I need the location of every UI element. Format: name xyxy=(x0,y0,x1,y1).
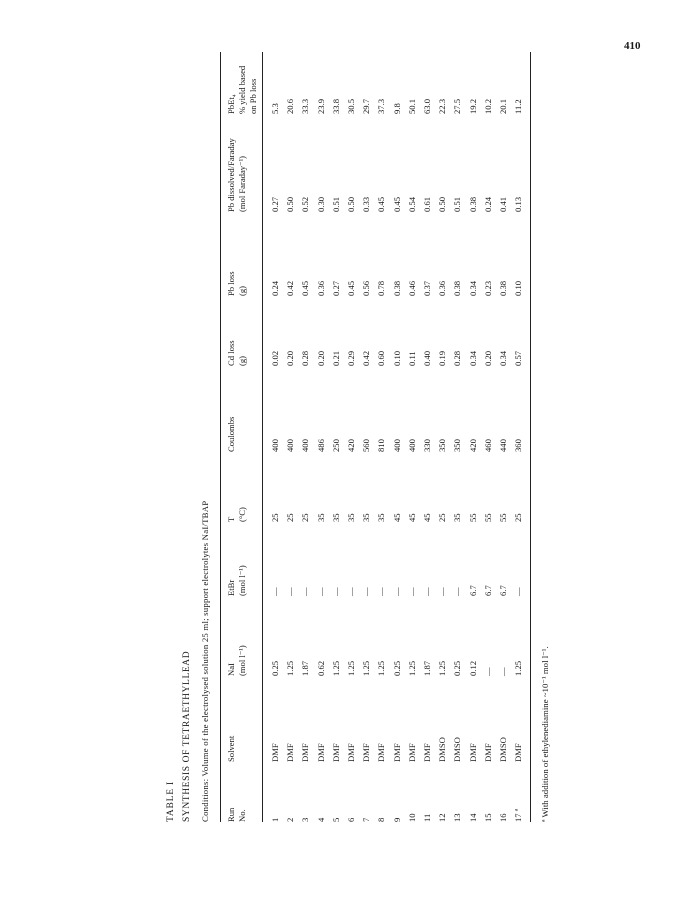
column-header-line: (g) xyxy=(237,355,247,366)
cell-solvent: DMF xyxy=(361,743,372,762)
cell-run: 1 xyxy=(270,817,280,822)
cell-pb-loss: 0.10 xyxy=(513,280,524,296)
rotated-table-block xyxy=(160,32,585,852)
table-label: TABLE I xyxy=(166,781,176,822)
cell-run: 14 xyxy=(467,813,478,822)
table-rule-bottom xyxy=(530,52,531,822)
cell-run: 4 xyxy=(315,817,326,822)
cell-t: 55 xyxy=(467,513,478,522)
cell-run: 13 xyxy=(452,813,463,822)
cell-solvent: DMF xyxy=(482,743,493,762)
table-row xyxy=(283,32,297,852)
cell-coulombs: 420 xyxy=(346,439,356,452)
cell-etbr: 6.7 xyxy=(467,585,478,596)
column-header-line: PbEt₄ xyxy=(226,94,236,114)
table-row xyxy=(420,32,434,852)
cell-t: 35 xyxy=(346,513,356,522)
cell-pbet4: 29.7 xyxy=(361,98,372,114)
cell-pb-loss: 0.42 xyxy=(285,280,296,296)
cell-pbet4: 9.8 xyxy=(391,103,402,114)
cell-nai: 1.87 xyxy=(422,660,432,676)
cell-nai: 0.25 xyxy=(391,660,402,676)
cell-pbet4: 33.8 xyxy=(330,98,341,114)
cell-solvent: DMSO xyxy=(437,737,448,762)
cell-nai: 1.25 xyxy=(346,660,356,676)
cell-run: 5 xyxy=(330,817,341,822)
cell-coulombs: 350 xyxy=(452,439,463,452)
cell-coulombs: 400 xyxy=(270,439,280,452)
cell-etbr: — xyxy=(315,587,326,596)
cell-etbr: — xyxy=(361,587,372,596)
cell-etbr: — xyxy=(285,587,296,596)
column-header-coulombs xyxy=(226,417,248,452)
cell-cd-loss: 0.34 xyxy=(498,350,508,366)
cell-cd-loss: 0.21 xyxy=(330,350,341,366)
cell-t: 45 xyxy=(406,513,417,522)
cell-pbet4: 22.3 xyxy=(437,98,448,114)
cell-t: 35 xyxy=(330,513,341,522)
cell-etbr: — xyxy=(406,587,417,596)
cell-etbr: 6.7 xyxy=(482,585,493,596)
cell-pb-loss: 0.38 xyxy=(498,280,508,296)
cell-cd-loss: 0.10 xyxy=(391,350,402,366)
table-row xyxy=(314,32,328,852)
cell-nai: 1.25 xyxy=(330,660,341,676)
cell-t: 55 xyxy=(482,513,493,522)
cell-pb-faraday: 0.27 xyxy=(270,196,280,212)
column-header-etbr xyxy=(226,565,248,596)
cell-pb-loss: 0.56 xyxy=(361,280,372,296)
table-row xyxy=(374,32,388,852)
table-title: SYNTHESIS OF TETRAETHYLLEAD xyxy=(182,650,192,822)
column-header-pb-loss xyxy=(226,271,248,296)
cell-pbet4: 20.6 xyxy=(285,98,296,114)
cell-solvent: DMF xyxy=(346,743,356,762)
column-header-line: NaI xyxy=(226,663,236,676)
column-header-line: Run xyxy=(226,807,236,822)
cell-coulombs: 460 xyxy=(482,439,493,452)
cell-run: 8 xyxy=(376,817,387,822)
table-row xyxy=(496,32,510,852)
cell-t: 25 xyxy=(437,513,448,522)
cell-pb-faraday: 0.45 xyxy=(376,196,387,212)
cell-etbr: 6.7 xyxy=(498,585,508,596)
cell-pbet4: 10.2 xyxy=(482,98,493,114)
cell-coulombs: 330 xyxy=(422,439,432,452)
cell-nai: 1.87 xyxy=(300,660,311,676)
cell-pb-loss: 0.37 xyxy=(422,280,432,296)
cell-cd-loss: 0.42 xyxy=(361,350,372,366)
column-header-t xyxy=(226,507,248,522)
column-header-line: T xyxy=(226,516,236,522)
cell-pb-faraday: 0.33 xyxy=(361,196,372,212)
cell-solvent: DMF xyxy=(376,743,387,762)
table-row xyxy=(329,32,343,852)
cell-pbet4: 37.3 xyxy=(376,98,387,114)
column-header-line: (mol l⁻¹) xyxy=(237,565,247,596)
cell-pb-loss: 0.36 xyxy=(315,280,326,296)
cell-nai: 1.25 xyxy=(376,660,387,676)
cell-solvent: DMF xyxy=(422,743,432,762)
cell-pb-faraday: 0.51 xyxy=(452,196,463,212)
cell-pb-faraday: 0.54 xyxy=(406,196,417,212)
cell-etbr: — xyxy=(422,587,432,596)
cell-cd-loss: 0.29 xyxy=(346,350,356,366)
cell-nai: 0.62 xyxy=(315,660,326,676)
column-header-run xyxy=(226,808,248,822)
cell-cd-loss: 0.19 xyxy=(437,350,448,366)
column-header-solvent xyxy=(226,736,248,762)
cell-cd-loss: 0.34 xyxy=(467,350,478,366)
column-header-line: Solvent xyxy=(226,735,236,762)
cell-nai: — xyxy=(482,667,493,676)
cell-nai: 1.25 xyxy=(406,660,417,676)
cell-t: 35 xyxy=(452,513,463,522)
table-conditions: Conditions: Volume of the electrolysed solution 25 ml; support electrolytes NaI/TBAP xyxy=(200,500,210,822)
table-row xyxy=(390,32,404,852)
cell-t: 35 xyxy=(376,513,387,522)
cell-cd-loss: 0.20 xyxy=(482,350,493,366)
column-header-line: (g) xyxy=(237,285,247,296)
column-header-line: No. xyxy=(237,809,247,822)
column-header-pbet4 xyxy=(226,66,259,114)
cell-nai: — xyxy=(498,667,508,676)
cell-pb-loss: 0.38 xyxy=(452,280,463,296)
cell-cd-loss: 0.28 xyxy=(300,350,311,366)
table-row xyxy=(405,32,419,852)
column-header-nai xyxy=(226,645,248,676)
cell-etbr: — xyxy=(513,587,524,596)
cell-run: 6 xyxy=(346,817,356,822)
cell-coulombs: 250 xyxy=(330,439,341,452)
cell-run: 17 ª xyxy=(513,808,524,822)
cell-pb-faraday: 0.61 xyxy=(422,196,432,212)
cell-coulombs: 420 xyxy=(467,439,478,452)
column-header-line xyxy=(237,736,248,762)
cell-cd-loss: 0.28 xyxy=(452,350,463,366)
table-row xyxy=(268,32,282,852)
cell-pb-loss: 0.78 xyxy=(376,280,387,296)
cell-etbr: — xyxy=(376,587,387,596)
cell-coulombs: 400 xyxy=(300,439,311,452)
cell-pbet4: 20.1 xyxy=(498,98,508,114)
table-row xyxy=(481,32,495,852)
cell-coulombs: 486 xyxy=(315,439,326,452)
column-header-line: EtBr xyxy=(226,579,236,596)
cell-pbet4: 30.5 xyxy=(346,98,356,114)
cell-solvent: DMF xyxy=(330,743,341,762)
cell-solvent: DMF xyxy=(315,743,326,762)
cell-t: 25 xyxy=(285,513,296,522)
cell-run: 3 xyxy=(300,817,311,822)
cell-etbr: — xyxy=(300,587,311,596)
cell-run: 12 xyxy=(437,813,448,822)
cell-etbr: — xyxy=(452,587,463,596)
cell-run: 10 xyxy=(406,813,417,822)
cell-pb-loss: 0.45 xyxy=(346,280,356,296)
cell-etbr: — xyxy=(270,587,280,596)
cell-etbr: — xyxy=(346,587,356,596)
cell-pb-faraday: 0.45 xyxy=(391,196,402,212)
cell-t: 25 xyxy=(300,513,311,522)
cell-solvent: DMF xyxy=(285,743,296,762)
cell-nai: 0.25 xyxy=(452,660,463,676)
cell-cd-loss: 0.02 xyxy=(270,350,280,366)
column-header-line: Coulombs xyxy=(226,416,236,452)
cell-pb-loss: 0.24 xyxy=(270,280,280,296)
cell-coulombs: 350 xyxy=(437,439,448,452)
cell-pb-loss: 0.27 xyxy=(330,280,341,296)
cell-nai: 1.25 xyxy=(513,660,524,676)
cell-pb-faraday: 0.41 xyxy=(498,196,508,212)
cell-t: 45 xyxy=(391,513,402,522)
table-row xyxy=(298,32,312,852)
table-row xyxy=(466,32,480,852)
cell-pb-loss: 0.36 xyxy=(437,280,448,296)
cell-pb-faraday: 0.50 xyxy=(285,196,296,212)
column-header-line: % yield based xyxy=(237,65,247,114)
column-header-cd-loss xyxy=(226,340,248,366)
cell-coulombs: 810 xyxy=(376,439,387,452)
cell-pb-faraday: 0.50 xyxy=(437,196,448,212)
cell-coulombs: 400 xyxy=(406,439,417,452)
cell-t: 35 xyxy=(361,513,372,522)
cell-coulombs: 560 xyxy=(361,439,372,452)
cell-pbet4: 50.1 xyxy=(406,98,417,114)
cell-run: 11 xyxy=(422,813,432,822)
cell-pb-loss: 0.34 xyxy=(467,280,478,296)
cell-nai: 0.12 xyxy=(467,660,478,676)
cell-etbr: — xyxy=(391,587,402,596)
cell-run: 15 xyxy=(482,813,493,822)
cell-pbet4: 5.3 xyxy=(270,103,280,114)
cell-coulombs: 400 xyxy=(285,439,296,452)
cell-nai: 1.25 xyxy=(361,660,372,676)
cell-nai: 1.25 xyxy=(285,660,296,676)
cell-pb-faraday: 0.38 xyxy=(467,196,478,212)
cell-solvent: DMF xyxy=(300,743,311,762)
cell-pb-faraday: 0.24 xyxy=(482,196,493,212)
column-header-line: Cd loss xyxy=(226,340,236,366)
cell-cd-loss: 0.11 xyxy=(406,351,417,366)
cell-t: 35 xyxy=(315,513,326,522)
cell-pbet4: 27.5 xyxy=(452,98,463,114)
cell-cd-loss: 0.40 xyxy=(422,350,432,366)
cell-coulombs: 360 xyxy=(513,439,524,452)
page-number: 410 xyxy=(624,40,641,52)
cell-coulombs: 440 xyxy=(498,439,508,452)
cell-pbet4: 23.9 xyxy=(315,98,326,114)
column-header-pb-faraday xyxy=(226,138,248,212)
cell-pb-faraday: 0.50 xyxy=(346,196,356,212)
cell-pbet4: 33.3 xyxy=(300,98,311,114)
table-row xyxy=(511,32,525,852)
cell-pb-loss: 0.46 xyxy=(406,280,417,296)
cell-run: 7 xyxy=(361,817,372,822)
cell-pb-loss: 0.23 xyxy=(482,280,493,296)
column-header-line: (°C) xyxy=(237,507,247,522)
cell-pbet4: 11.2 xyxy=(513,99,524,114)
cell-etbr: — xyxy=(330,587,341,596)
column-header-line: Pb loss xyxy=(226,271,236,296)
column-header-line xyxy=(237,417,248,452)
cell-t: 25 xyxy=(270,513,280,522)
table-row xyxy=(344,32,358,852)
cell-etbr: — xyxy=(437,587,448,596)
cell-coulombs: 400 xyxy=(391,439,402,452)
table-rule-top xyxy=(220,52,221,822)
cell-solvent: DMSO xyxy=(498,737,508,762)
cell-pb-faraday: 0.13 xyxy=(513,196,524,212)
column-header-line: on Pb loss xyxy=(248,78,258,114)
cell-pb-loss: 0.45 xyxy=(300,280,311,296)
cell-t: 45 xyxy=(422,513,432,522)
cell-t: 25 xyxy=(513,513,524,522)
cell-t: 55 xyxy=(498,513,508,522)
cell-cd-loss: 0.20 xyxy=(285,350,296,366)
cell-cd-loss: 0.57 xyxy=(513,350,524,366)
cell-pbet4: 63.0 xyxy=(422,98,432,114)
cell-nai: 0.25 xyxy=(270,660,280,676)
cell-solvent: DMF xyxy=(467,743,478,762)
cell-solvent: DMF xyxy=(406,743,417,762)
cell-pb-faraday: 0.51 xyxy=(330,196,341,212)
cell-cd-loss: 0.20 xyxy=(315,350,326,366)
cell-pb-faraday: 0.30 xyxy=(315,196,326,212)
column-header-line: Pb dissolved/Faraday xyxy=(226,138,236,212)
cell-solvent: DMSO xyxy=(452,737,463,762)
cell-nai: 1.25 xyxy=(437,660,448,676)
table-row xyxy=(359,32,373,852)
table-footnote: ª With addition of ethylenediamine ~10⁻¹ mol l⁻¹. xyxy=(540,646,550,822)
column-header-line: (mol Faraday⁻¹) xyxy=(237,155,247,212)
cell-solvent: DMF xyxy=(391,743,402,762)
table-rule-mid xyxy=(262,52,263,822)
table-row xyxy=(435,32,449,852)
column-header-line: (mol l⁻¹) xyxy=(237,645,247,676)
cell-pb-faraday: 0.52 xyxy=(300,196,311,212)
cell-cd-loss: 0.60 xyxy=(376,350,387,366)
cell-solvent: DMF xyxy=(513,743,524,762)
cell-pb-loss: 0.38 xyxy=(391,280,402,296)
table-row xyxy=(450,32,464,852)
cell-solvent: DMF xyxy=(270,743,280,762)
cell-run: 2 xyxy=(285,817,296,822)
cell-run: 16 xyxy=(498,813,508,822)
cell-run: 9 xyxy=(391,817,402,822)
cell-pbet4: 19.2 xyxy=(467,98,478,114)
